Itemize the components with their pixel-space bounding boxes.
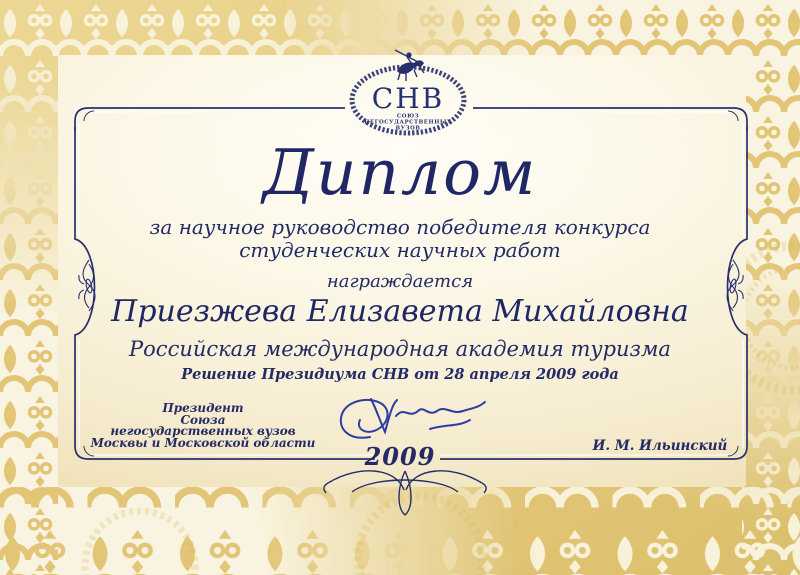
year: 2009 [364,442,436,471]
reason-line-2: студенческих научных работ [239,238,561,262]
president-title-line-4: Москвы и Московской области [90,435,316,450]
snv-logo [352,50,464,133]
president-title-line-2: Союза [180,412,226,427]
awarded-label: награждается [326,271,474,292]
signature [341,399,485,438]
recipient-name: Приезжева Елизавета Михайловна [111,294,689,329]
decision-line: Решение Президиума СНВ от 28 апреля 2009 года [181,366,619,383]
institution-name: Российская международная академия туризма [129,337,671,361]
logo-acronym: СНВ [371,82,445,115]
president-title-line-3: негосударственных вузов [110,424,296,438]
president-title-line-1: Президент [162,401,244,415]
logo-org-line3: ВУЗОВ [395,125,421,132]
president-title-block [88,403,318,449]
logo-org-line1: СОЮЗ [396,113,420,120]
diploma-title: Диплом [262,136,538,209]
logo-org-line2: НЕГОСУДАРСТВЕННЫХ [364,119,452,126]
reason-line-1: за научное руководство победителя конкурса [149,215,651,239]
signer-name: И. М. Ильинский [592,438,728,454]
bottom-flourish [324,471,486,515]
